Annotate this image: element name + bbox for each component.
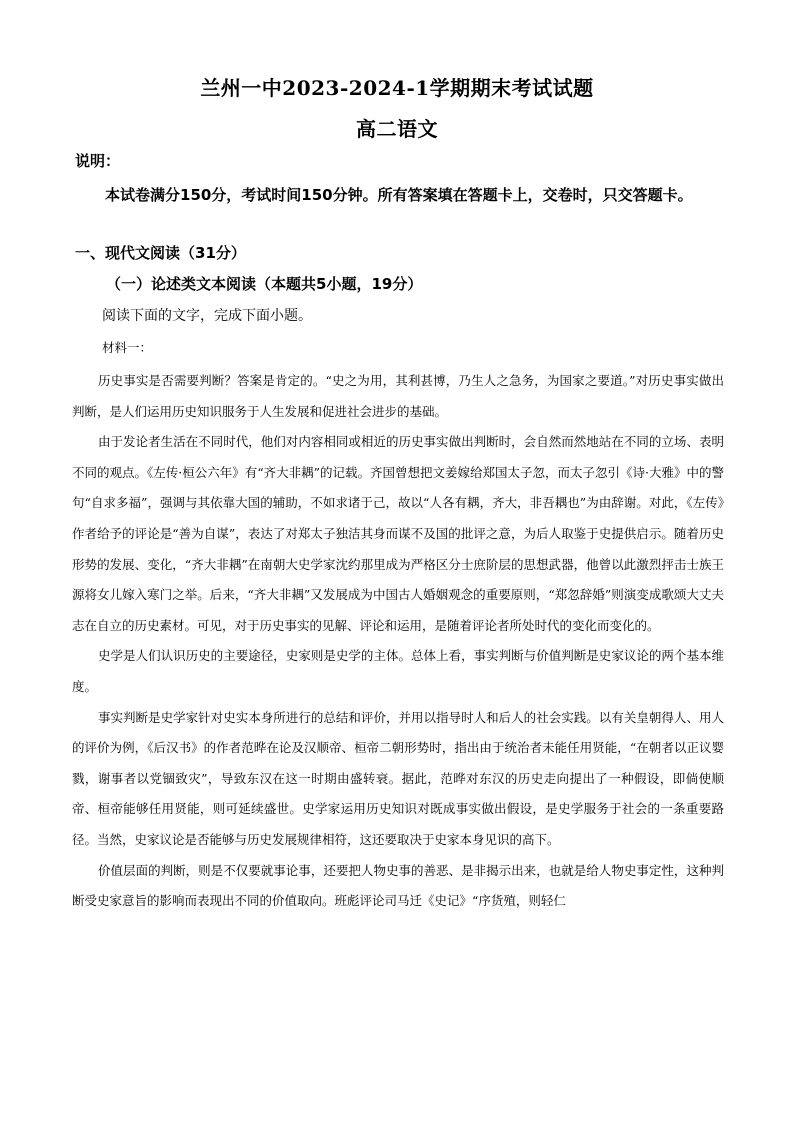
material-label: 材料一： [102,340,153,355]
passage-paragraph: 史学是人们认识历史的主要途径，史家则是史学的主体。总体上看，事实判断与价值判断是史家议论的两个基本维度。 [72,648,724,694]
passage-paragraph: 事实判断是史学家针对史实本身所进行的总结和评价，并用以指导时人和后人的社会实践。以有关皇朝得人、用人的评价为例，《后汉书》的作者范晔在论及汉顺帝、桓帝二朝形势时，指出由于统治者未能任用贤能，“在朝者以正议婴戮，谢事者以党锢致灾”，导致东汉在这一时期由盛转衰。据此，范晔对东汉的历史走向提出了一种假设，即倘使顺帝、桓帝能够任用贤能，则可延续盛世。史学家运用历史知识对既成事实做出假设，是史学服务于社会的一条重要路径。当然，史家议论是否能够与历史发展规律相符，这还要取决于史家本身见识的高下。 [72,709,724,847]
exam-title: 兰州一中2023-2024-1学期期末考试试题 [200,76,594,100]
passage-paragraph: 由于发论者生活在不同时代，他们对内容相同或相近的历史事实做出判断时，会自然而然地站在不同的立场、表明不同的观点。《左传·桓公六年》有“齐大非耦”的记载。齐国曾想把文姜嫁给郑国太子忽，而太子忽引《诗·大雅》中的警句“自求多福”，强调与其依靠大国的辅助，不如求诸于己，故以“人各有耦，齐大，非吾耦也”为由辞谢。对此，《左传》作者给予的评论是“善为自谋”，表达了对郑太子独洁其身而谋不及国的批评之意，为后人取鉴于史提供启示。随着历史形势的发展、变化，“齐大非耦”在南朝大史学家沈约那里成为严格区分士庶阶层的思想武器，他曾以此激烈抨击士族王源将女儿嫁入寒门之举。后来，“齐大非耦”又发展成为中国古人婚姻观念的重要原则，“郑忽辞婚”则演变成歌颂大丈夫志在自立的历史素材。可见，对于历史事实的见解、评论和运用，是随着评论者所处时代的变化而变化的。 [72,434,724,633]
passage-paragraph: 历史事实是否需要判断？答案是肯定的。“史之为用，其利甚博，乃生人之急务，为国家之要道。”对历史事实做出判断，是人们运用历史知识服务于人生发展和促进社会进步的基础。 [72,373,724,419]
subject-title: 高二语文 [356,117,438,141]
reading-instruction: 阅读下面的文字，完成下面小题。 [102,308,312,324]
passage-body [72,366,724,917]
instructions-text: 本试卷满分150分，考试时间150分钟。所有答案填在答题卡上，交卷时，只交答题卡。 [105,186,693,204]
section-heading: 一、现代文阅读（31分） [75,244,246,262]
instructions-label: 说明： [75,152,121,170]
passage-paragraph: 价值层面的判断，则是不仅要就事论事，还要把人物史事的善恶、是非揭示出来，也就是给人物史事定性，这种判断受史家意旨的影响而表现出不同的价值取向。班彪评论司马迁《史记》“序货殖，则轻仁 [72,862,724,909]
subsection-heading: （一）论述类文本阅读（本题共5小题，19分） [106,275,423,293]
